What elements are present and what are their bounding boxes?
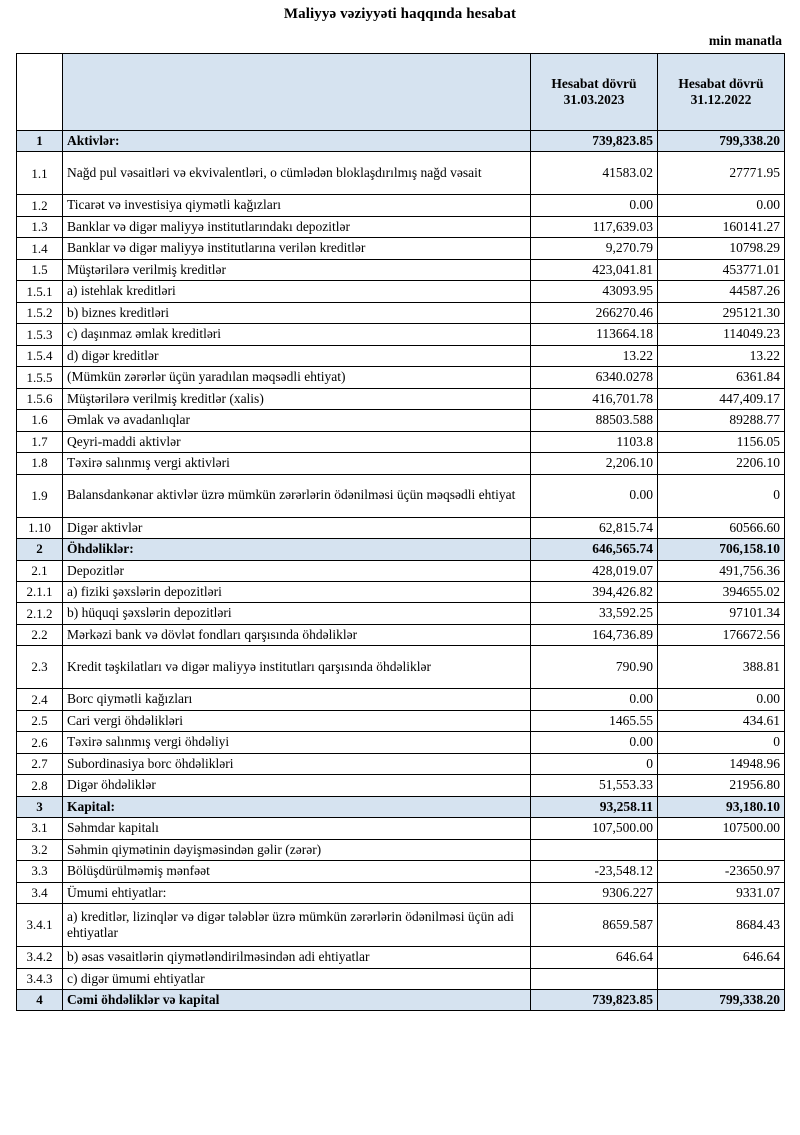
row-value-period-2: 97101.34 <box>658 603 785 624</box>
row-value-period-1: 51,553.33 <box>531 775 658 796</box>
row-value-period-1: 1465.55 <box>531 710 658 731</box>
row-value-period-2: 8684.43 <box>658 904 785 947</box>
row-label: Ticarət və investisiya qiymətli kağızları <box>63 195 531 216</box>
row-number: 2.1.2 <box>17 603 63 624</box>
header-period-1-date: 31.03.2023 <box>563 92 625 107</box>
row-number: 2.8 <box>17 775 63 796</box>
row-number: 2.7 <box>17 753 63 774</box>
table-row <box>17 775 785 796</box>
row-number: 3.2 <box>17 839 63 860</box>
row-number: 1.5.6 <box>17 388 63 409</box>
table-row <box>17 710 785 731</box>
row-number: 2.5 <box>17 710 63 731</box>
row-label: c) digər ümumi ehtiyatlar <box>63 968 531 989</box>
table-row <box>17 839 785 860</box>
row-label: b) hüquqi şəxslərin depozitləri <box>63 603 531 624</box>
row-value-period-1: 13.22 <box>531 345 658 366</box>
row-value-period-1: 0.00 <box>531 195 658 216</box>
row-number: 1.7 <box>17 431 63 452</box>
row-label: a) fiziki şəxslərin depozitləri <box>63 581 531 602</box>
row-value-period-1: 0.00 <box>531 689 658 710</box>
row-value-period-1: 416,701.78 <box>531 388 658 409</box>
row-value-period-2: 14948.96 <box>658 753 785 774</box>
table-row <box>17 904 785 947</box>
row-value-period-2: 0.00 <box>658 689 785 710</box>
row-label: Bölüşdürülməmiş mənfəət <box>63 861 531 882</box>
row-number: 1 <box>17 131 63 152</box>
table-row <box>17 474 785 517</box>
table-row <box>17 195 785 216</box>
table-row <box>17 259 785 280</box>
row-value-period-1: -23,548.12 <box>531 861 658 882</box>
row-value-period-1 <box>531 968 658 989</box>
row-value-period-1: 0 <box>531 753 658 774</box>
row-label: Təxirə salınmış vergi öhdəliyi <box>63 732 531 753</box>
row-value-period-1: 41583.02 <box>531 152 658 195</box>
row-value-period-2: 0.00 <box>658 195 785 216</box>
table-row <box>17 388 785 409</box>
row-label: Cari vergi öhdəlikləri <box>63 710 531 731</box>
row-label: Depozitlər <box>63 560 531 581</box>
row-label: Səhmdar kapitalı <box>63 818 531 839</box>
row-value-period-2: 2206.10 <box>658 453 785 474</box>
row-value-period-2: 160141.27 <box>658 216 785 237</box>
row-value-period-2: 114049.23 <box>658 324 785 345</box>
row-label: (Mümkün zərərlər üçün yaradılan məqsədli ehtiyat) <box>63 367 531 388</box>
row-value-period-1: 62,815.74 <box>531 517 658 538</box>
table-row <box>17 603 785 624</box>
row-label: Təxirə salınmış vergi aktivləri <box>63 453 531 474</box>
row-label: Kapital: <box>63 796 531 817</box>
row-label: Öhdəliklər: <box>63 539 531 560</box>
row-value-period-1: 93,258.11 <box>531 796 658 817</box>
row-number: 1.5.5 <box>17 367 63 388</box>
row-number: 2.2 <box>17 624 63 645</box>
row-label: Balansdankənar aktivlər üzrə mümkün zərərlərin ödənilməsi üçün məqsədli ehtiyat <box>63 474 531 517</box>
header-period-1-label: Hesabat dövrü <box>551 75 637 91</box>
row-value-period-1: 790.90 <box>531 646 658 689</box>
row-number: 1.4 <box>17 238 63 259</box>
row-value-period-1: 9306.227 <box>531 882 658 903</box>
row-value-period-1: 0.00 <box>531 474 658 517</box>
row-label: d) digər kreditlər <box>63 345 531 366</box>
row-label: Nağd pul vəsaitləri və ekvivalentləri, o cümlədən bloklaşdırılmış nağd vəsait <box>63 152 531 195</box>
table-body <box>17 131 785 1011</box>
row-number: 3 <box>17 796 63 817</box>
row-value-period-2: 434.61 <box>658 710 785 731</box>
row-number: 1.10 <box>17 517 63 538</box>
row-value-period-1: 428,019.07 <box>531 560 658 581</box>
row-value-period-2: 0 <box>658 474 785 517</box>
table-row <box>17 947 785 968</box>
table-row <box>17 324 785 345</box>
table-row <box>17 861 785 882</box>
row-label: Müştərilərə verilmiş kreditlər (xalis) <box>63 388 531 409</box>
row-number: 1.8 <box>17 453 63 474</box>
row-value-period-1: 423,041.81 <box>531 259 658 280</box>
row-label: a) istehlak kreditləri <box>63 281 531 302</box>
row-value-period-1: 107,500.00 <box>531 818 658 839</box>
row-number: 2.1.1 <box>17 581 63 602</box>
row-value-period-1: 646.64 <box>531 947 658 968</box>
row-value-period-1: 164,736.89 <box>531 624 658 645</box>
row-value-period-1: 8659.587 <box>531 904 658 947</box>
header-period-2-date: 31.12.2022 <box>690 92 752 107</box>
row-value-period-2: 799,338.20 <box>658 990 785 1011</box>
table-row <box>17 216 785 237</box>
row-label: Kredit təşkilatları və digər maliyyə institutları qarşısında öhdəliklər <box>63 646 531 689</box>
row-number: 2.1 <box>17 560 63 581</box>
row-value-period-2: 10798.29 <box>658 238 785 259</box>
row-value-period-1 <box>531 839 658 860</box>
table-row <box>17 646 785 689</box>
row-label: Borc qiymətli kağızları <box>63 689 531 710</box>
table-row <box>17 453 785 474</box>
row-value-period-2: -23650.97 <box>658 861 785 882</box>
unit-note: min manatla <box>708 33 782 48</box>
header-period-2-label: Hesabat dövrü <box>678 75 764 91</box>
row-number: 1.1 <box>17 152 63 195</box>
row-number: 1.6 <box>17 410 63 431</box>
table-row <box>17 581 785 602</box>
row-value-period-2: 394655.02 <box>658 581 785 602</box>
row-value-period-1: 739,823.85 <box>531 990 658 1011</box>
table-row <box>17 732 785 753</box>
row-number: 1.3 <box>17 216 63 237</box>
header-row-number <box>17 54 63 131</box>
table-header <box>17 54 785 131</box>
row-label: Əmlak və avadanlıqlar <box>63 410 531 431</box>
row-label: Digər aktivlər <box>63 517 531 538</box>
row-label: Mərkəzi bank və dövlət fondları qarşısında öhdəliklər <box>63 624 531 645</box>
table-row <box>17 131 785 152</box>
row-value-period-2: 706,158.10 <box>658 539 785 560</box>
table-row <box>17 517 785 538</box>
row-label: c) daşınmaz əmlak kreditləri <box>63 324 531 345</box>
row-label: Subordinasiya borc öhdəlikləri <box>63 753 531 774</box>
row-number: 1.2 <box>17 195 63 216</box>
row-label: Banklar və digər maliyyə institutlarındakı depozitlər <box>63 216 531 237</box>
row-value-period-2: 6361.84 <box>658 367 785 388</box>
table-row <box>17 281 785 302</box>
table-row <box>17 753 785 774</box>
row-label: Banklar və digər maliyyə institutlarına verilən kreditlər <box>63 238 531 259</box>
table-row <box>17 539 785 560</box>
table-row <box>17 560 785 581</box>
header-period-2 <box>658 54 785 131</box>
table-row <box>17 990 785 1011</box>
table-row <box>17 302 785 323</box>
row-number: 4 <box>17 990 63 1011</box>
row-value-period-1: 646,565.74 <box>531 539 658 560</box>
row-label: b) əsas vəsaitlərin qiymətləndirilməsindən adi ehtiyatlar <box>63 947 531 968</box>
row-value-period-2: 799,338.20 <box>658 131 785 152</box>
row-label: a) kreditlər, lizinqlər və digər tələblər üzrə mümkün zərərlərin ödənilməsi üçün adi ehtiyatlar <box>63 904 531 947</box>
row-value-period-1: 88503.588 <box>531 410 658 431</box>
table-row <box>17 431 785 452</box>
row-value-period-1: 33,592.25 <box>531 603 658 624</box>
row-label: Ümumi ehtiyatlar: <box>63 882 531 903</box>
table-row <box>17 882 785 903</box>
row-value-period-2: 9331.07 <box>658 882 785 903</box>
row-number: 3.4 <box>17 882 63 903</box>
table-row <box>17 796 785 817</box>
row-number: 3.4.2 <box>17 947 63 968</box>
row-number: 2.6 <box>17 732 63 753</box>
row-label: Qeyri-maddi aktivlər <box>63 431 531 452</box>
table-row <box>17 367 785 388</box>
table-row <box>17 410 785 431</box>
row-value-period-2: 388.81 <box>658 646 785 689</box>
row-value-period-1: 1103.8 <box>531 431 658 452</box>
row-value-period-1: 739,823.85 <box>531 131 658 152</box>
row-value-period-2: 27771.95 <box>658 152 785 195</box>
row-value-period-2: 13.22 <box>658 345 785 366</box>
header-item-name <box>63 54 531 131</box>
row-label: Cəmi öhdəliklər və kapital <box>63 990 531 1011</box>
row-value-period-1: 6340.0278 <box>531 367 658 388</box>
row-number: 2 <box>17 539 63 560</box>
row-value-period-2: 447,409.17 <box>658 388 785 409</box>
row-value-period-1: 2,206.10 <box>531 453 658 474</box>
row-value-period-2: 453771.01 <box>658 259 785 280</box>
table-row <box>17 238 785 259</box>
row-value-period-2: 176672.56 <box>658 624 785 645</box>
row-value-period-1: 266270.46 <box>531 302 658 323</box>
financial-position-table <box>16 53 785 1011</box>
row-label: Səhmin qiymətinin dəyişməsindən gəlir (zərər) <box>63 839 531 860</box>
row-number: 1.5.2 <box>17 302 63 323</box>
row-value-period-1: 9,270.79 <box>531 238 658 259</box>
row-number: 1.5 <box>17 259 63 280</box>
row-number: 2.3 <box>17 646 63 689</box>
row-label: Müştərilərə verilmiş kreditlər <box>63 259 531 280</box>
row-value-period-1: 0.00 <box>531 732 658 753</box>
page-title: Maliyyə vəziyyəti haqqında hesabat <box>283 6 517 22</box>
row-value-period-2 <box>658 968 785 989</box>
header-period-1 <box>531 54 658 131</box>
table-row <box>17 624 785 645</box>
row-value-period-2 <box>658 839 785 860</box>
row-value-period-2: 1156.05 <box>658 431 785 452</box>
row-value-period-1: 394,426.82 <box>531 581 658 602</box>
row-value-period-2: 93,180.10 <box>658 796 785 817</box>
row-label: b) biznes kreditləri <box>63 302 531 323</box>
row-number: 1.5.1 <box>17 281 63 302</box>
table-row <box>17 345 785 366</box>
row-value-period-2: 44587.26 <box>658 281 785 302</box>
row-number: 3.1 <box>17 818 63 839</box>
row-value-period-2: 491,756.36 <box>658 560 785 581</box>
row-number: 2.4 <box>17 689 63 710</box>
row-value-period-2: 89288.77 <box>658 410 785 431</box>
row-value-period-1: 117,639.03 <box>531 216 658 237</box>
row-value-period-2: 295121.30 <box>658 302 785 323</box>
row-value-period-1: 43093.95 <box>531 281 658 302</box>
row-number: 3.3 <box>17 861 63 882</box>
row-value-period-2: 0 <box>658 732 785 753</box>
table-row <box>17 968 785 989</box>
table-row <box>17 152 785 195</box>
row-label: Aktivlər: <box>63 131 531 152</box>
row-number: 3.4.1 <box>17 904 63 947</box>
row-number: 1.5.4 <box>17 345 63 366</box>
row-value-period-2: 107500.00 <box>658 818 785 839</box>
table-row <box>17 818 785 839</box>
row-value-period-1: 113664.18 <box>531 324 658 345</box>
row-number: 1.9 <box>17 474 63 517</box>
row-number: 3.4.3 <box>17 968 63 989</box>
table-row <box>17 689 785 710</box>
row-value-period-2: 60566.60 <box>658 517 785 538</box>
row-value-period-2: 21956.80 <box>658 775 785 796</box>
row-number: 1.5.3 <box>17 324 63 345</box>
row-value-period-2: 646.64 <box>658 947 785 968</box>
row-label: Digər öhdəliklər <box>63 775 531 796</box>
